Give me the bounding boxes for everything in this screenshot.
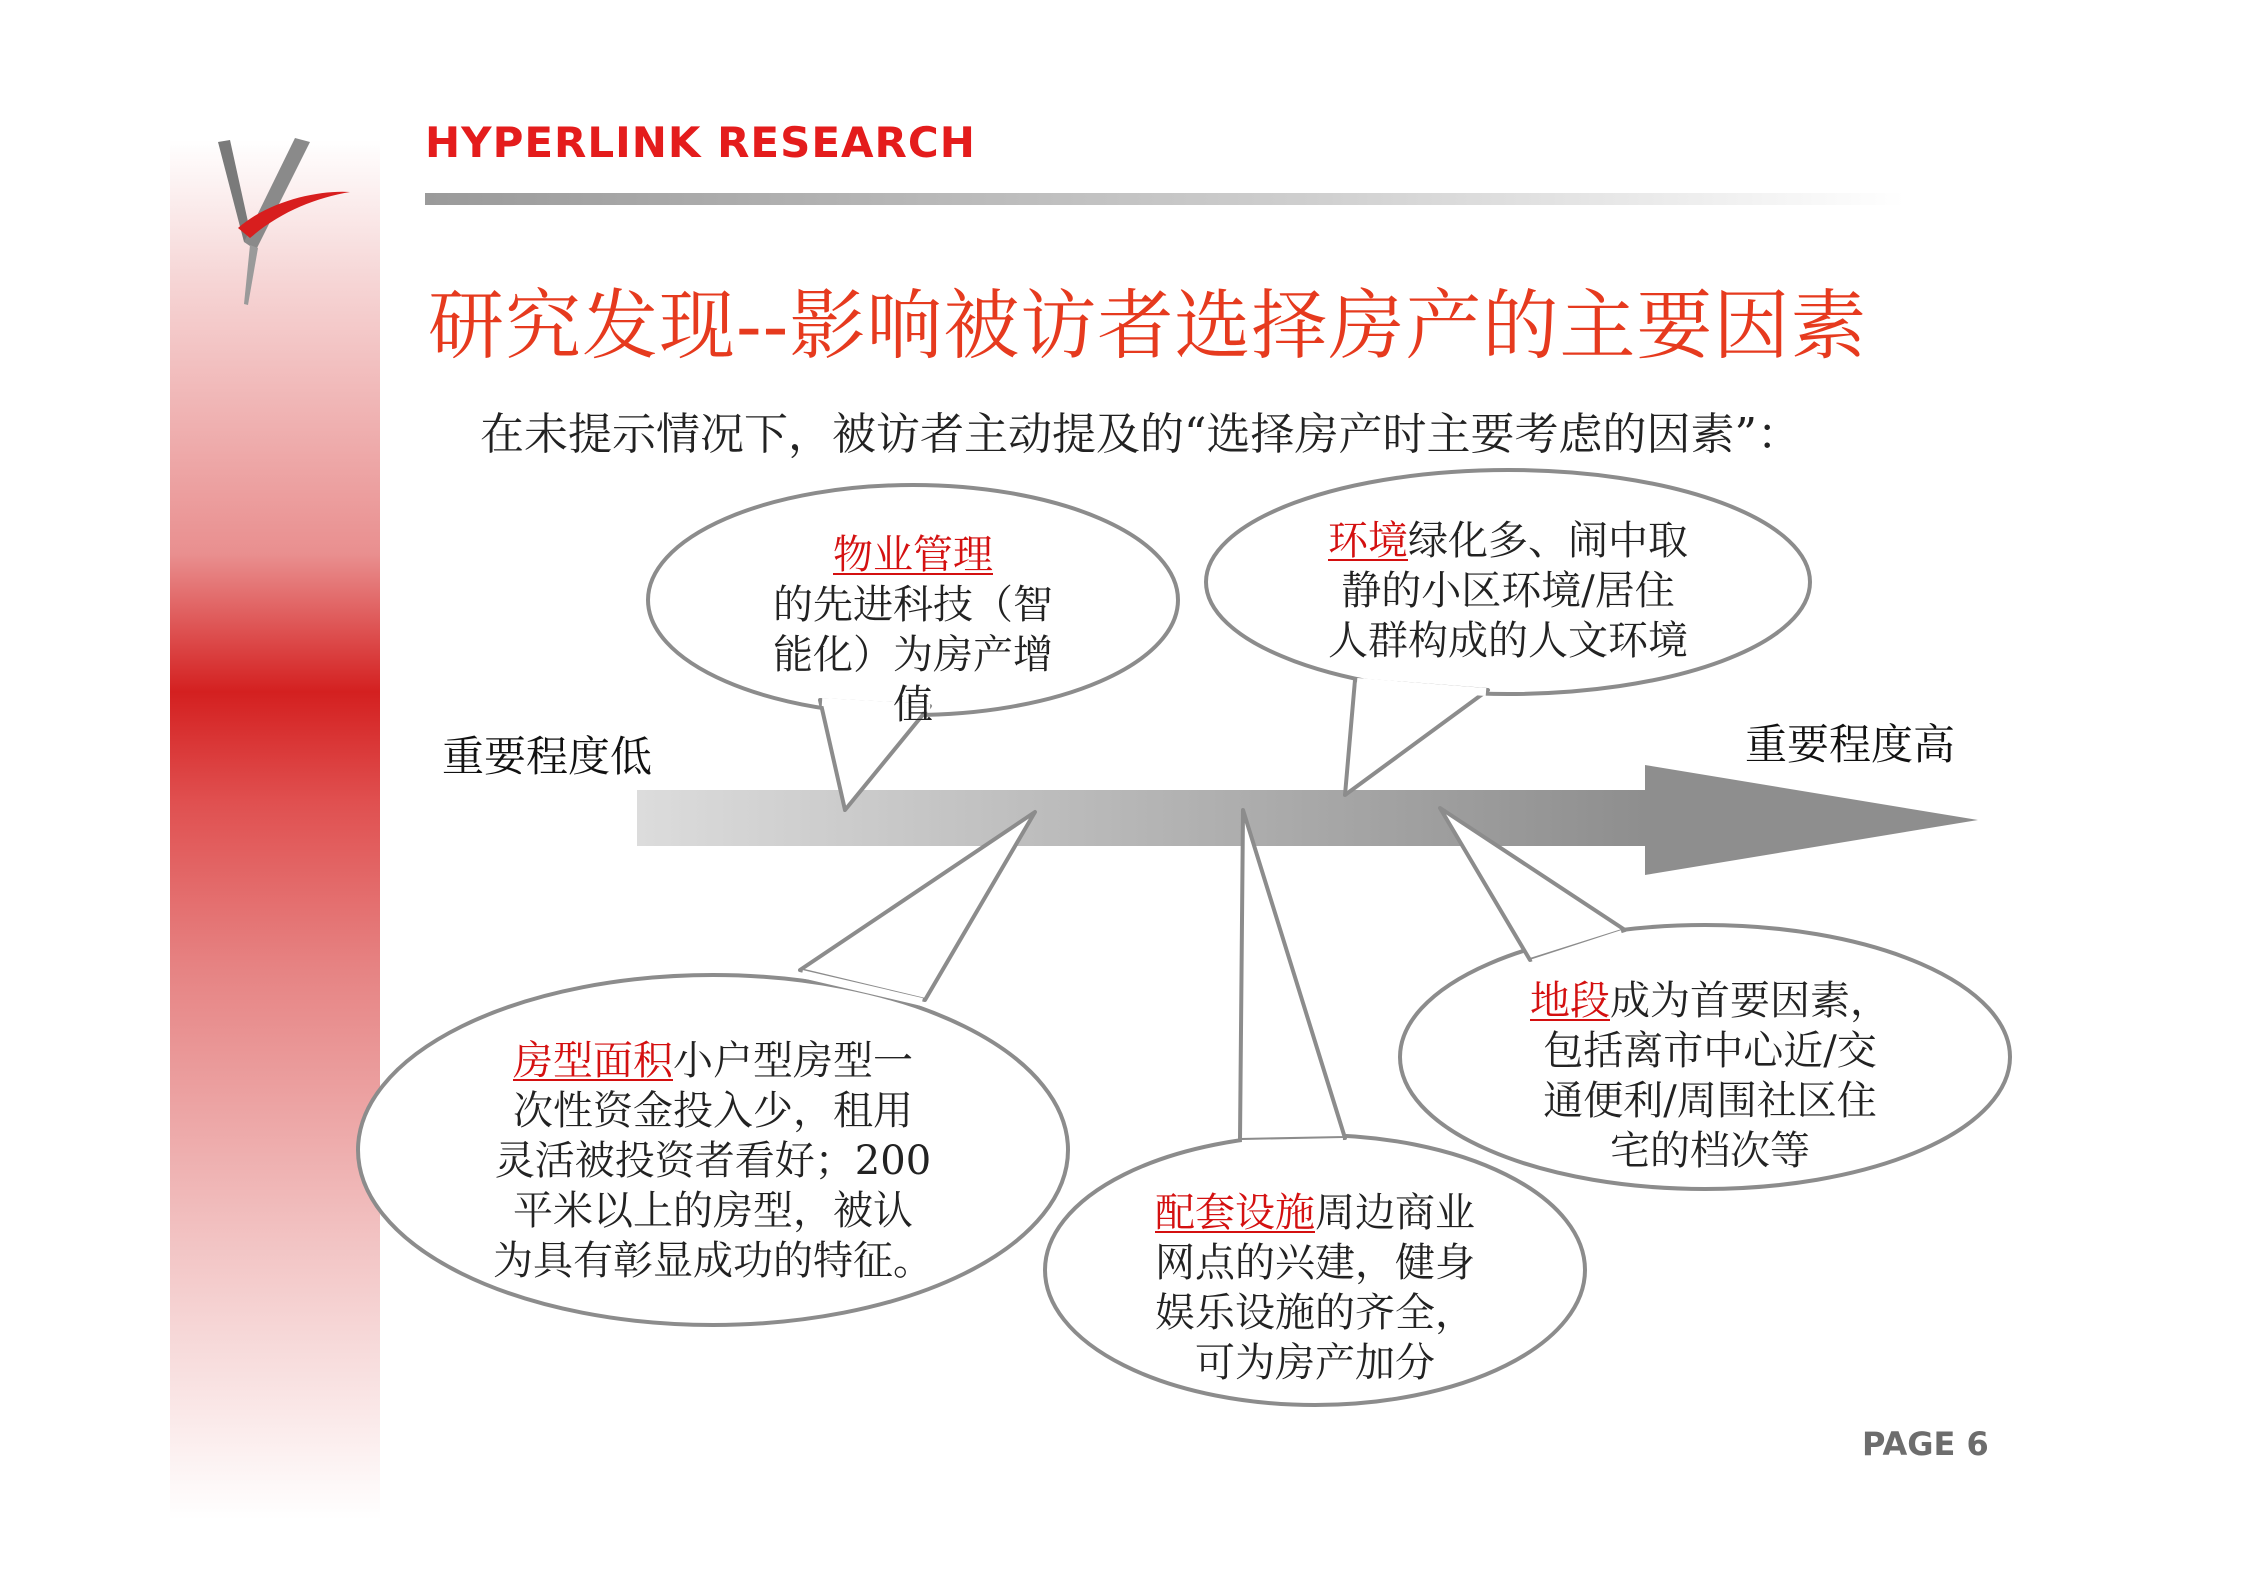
callout-facilities-text xyxy=(1120,1188,1510,1388)
callout-line: 为具有彰显成功的特征。 xyxy=(493,1238,933,1284)
callout-line: 宅的档次等 xyxy=(1610,1128,1810,1174)
callout-line: 周边商业 xyxy=(1315,1190,1475,1236)
callout-line: 能化）为房产增 xyxy=(773,632,1053,678)
slide-title: 研究发现--影响被访者选择房产的主要因素 xyxy=(428,281,1868,370)
callout-line: 的先进科技（智 xyxy=(773,582,1053,628)
callout-floor-plan-text xyxy=(463,1036,963,1286)
callout-line: 娱乐设施的齐全， xyxy=(1155,1290,1475,1336)
callout-property-management-text xyxy=(713,530,1113,730)
axis-low-label: 重要程度低 xyxy=(442,732,653,781)
callout-line: 灵活被投资者看好；200 xyxy=(494,1138,932,1184)
callout-line: 通便利/周围社区住 xyxy=(1543,1078,1877,1124)
slide-subtitle: 在未提示情况下，被访者主动提及的“选择房产时主要考虑的因素”： xyxy=(480,409,1801,460)
brand-name: HYPERLINK RESEARCH xyxy=(425,118,976,167)
axis-high-label: 重要程度高 xyxy=(1745,720,1956,769)
factor-keyword: 房型面积 xyxy=(513,1038,673,1084)
callout-location-text xyxy=(1500,976,1920,1176)
factor-keyword: 配套设施 xyxy=(1155,1190,1315,1236)
callout-line: 人群构成的人文环境 xyxy=(1328,618,1688,664)
page-number: PAGE 6 xyxy=(1862,1425,1989,1463)
callout-line: 值 xyxy=(893,682,933,728)
factor-keyword: 物业管理 xyxy=(833,532,993,578)
callout-line: 小户型房型一 xyxy=(673,1038,913,1084)
callout-line: 静的小区环境/居住 xyxy=(1341,568,1675,614)
callout-line: 网点的兴建，健身 xyxy=(1155,1240,1475,1286)
callout-line: 次性资金投入少，租用 xyxy=(513,1088,913,1134)
factor-keyword: 环境 xyxy=(1328,518,1408,564)
callout-environment-text xyxy=(1288,516,1728,666)
callout-line: 成为首要因素， xyxy=(1610,978,1890,1024)
callout-line: 包括离市中心近/交 xyxy=(1543,1028,1877,1074)
callout-line: 平米以上的房型，被认 xyxy=(513,1188,913,1234)
factor-keyword: 地段 xyxy=(1530,978,1610,1024)
callout-line: 可为房产加分 xyxy=(1195,1340,1435,1386)
callout-line: 绿化多、闹中取 xyxy=(1408,518,1688,564)
